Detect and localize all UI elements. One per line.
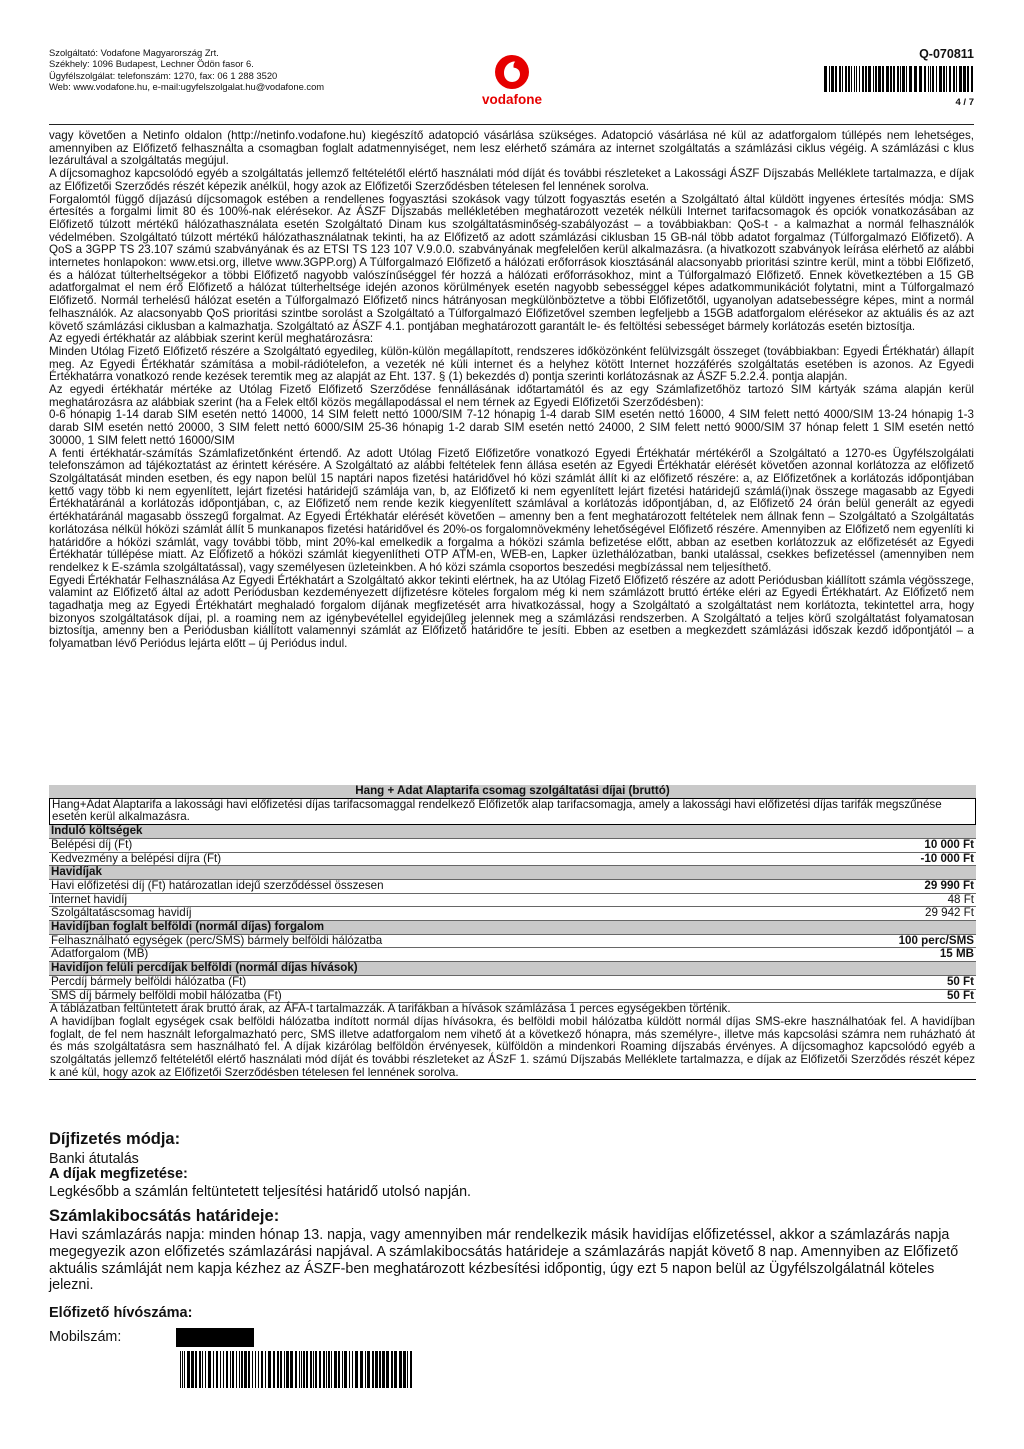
row-label: Adatforgalom (MB) (51, 947, 149, 961)
row-label: Percdíj bármely belföldi hálózatba (Ft) (51, 974, 247, 988)
barcode-bar (182, 1351, 183, 1388)
row-value: 15 MB (939, 947, 974, 961)
barcode-bar (862, 66, 864, 92)
tariff-table (49, 785, 976, 1080)
barcode-bar (236, 1351, 237, 1388)
barcode-bar (956, 66, 957, 92)
row-value: 50 Ft (946, 988, 974, 1002)
barcode-bar (195, 1351, 197, 1388)
barcode-bar (265, 1351, 266, 1388)
paragraph: vagy követően a Netinfo oldalon (http://netinfo.vodafone.hu) kiegészítő adatopció vásárlása szükséges. Adatopció vásárlása né kül az adatforgalom túllépés nem lehetséges, amennyiben az Előfizető felhasználta a csomagban foglalt adatmennyiséget, nem lesz elérhető számára az internet szolgáltatás a számlázási ciklus végéig. A számlázási c klus lezárultával a szolgáltatás megújul. (49, 129, 974, 168)
page-number: 4 / 7 (955, 97, 974, 108)
table-row (49, 990, 976, 1004)
barcode-bar (902, 66, 905, 92)
barcode-bar (928, 66, 929, 92)
barcode-bar (386, 1351, 389, 1388)
barcode-bar (326, 1351, 327, 1388)
table-section-heading: Induló költségek (49, 825, 976, 839)
document-meta (824, 47, 974, 108)
barcode-bar (875, 66, 877, 92)
barcode-bar (930, 66, 931, 92)
vodafone-speechmark-icon (495, 55, 529, 89)
barcode-bar (301, 1351, 302, 1388)
barcode-bar (226, 1351, 228, 1388)
payment-method-heading: Díjfizetés módja: (49, 1130, 181, 1148)
barcode-bar (868, 66, 871, 92)
barcode-bar (939, 66, 942, 92)
barcode-bar (909, 66, 912, 92)
row-value: 29 942 Ft (925, 906, 974, 920)
row-value: 10 000 Ft (924, 837, 974, 851)
billing-deadline-heading: Számlakibocsátás határideje: (49, 1207, 280, 1225)
row-label: Belépési díj (Ft) (51, 837, 133, 851)
barcode-bar (252, 1351, 253, 1388)
row-label: Internet havidíj (51, 892, 128, 906)
barcode-bar (856, 66, 857, 92)
barcode-bar (184, 1351, 185, 1388)
barcode-bar (284, 1351, 285, 1388)
note: A havidíjban foglalt egységek csak belföldi hálózatba indított normál díjas hívásokra, és belföldi mobil hálózatba küldött normál díjas SMS-ekre használhatóak fel. A havidíjban foglalt, de fel nem használt leforgalmazható perc, SMS illetve adatforgalom nem vihető át a következő hónapra, más személyre-, illetve más kapcsolási számra nem ruházható át és más szolgáltatásra sem használható fel. A díjak kizárólag belföldön érvényesek, külföldön a mindenkori Roaming díjszabás érvényes. A díjcsomaghoz kapcsolódó egyéb a szolgáltatás jellemző feltételétől elértő használati mód díját és további részleteket az ÁSzF 1. számú Díjszabás Melléklete tartalmazza, e díjak az Előfizetői Szerződés részét képez k ané kül, hogy azok az Előfizetői Szerződésben tételesen fel lennének sorolva. (50, 1014, 975, 1079)
barcode-bar (295, 1351, 297, 1388)
barcode-bar (299, 1351, 300, 1388)
provider-line: Ügyfélszolgálat: telefonszám: 1270, fax: 06 1 288 3520 (49, 69, 278, 81)
barcode-bar (845, 66, 847, 92)
provider-line: Szolgáltató: Vodafone Magyarország Zrt. (49, 47, 219, 58)
barcode-bar (878, 66, 881, 92)
barcode-bar (882, 66, 884, 92)
row-value: -10 000 Ft (920, 851, 974, 865)
row-label: Felhasználható egységek (perc/SMS) bármely belföldi hálózatba (51, 933, 383, 947)
row-value: 48 Ft (947, 892, 974, 906)
barcode-bar (334, 1351, 337, 1388)
barcode-bar (865, 66, 867, 92)
barcode-bar (280, 1351, 282, 1388)
table-row (49, 907, 976, 921)
barcode-bar (286, 1351, 289, 1388)
barcode-bar (258, 1351, 259, 1388)
table-row (49, 880, 976, 894)
barcode-bar (953, 66, 955, 92)
barcode-bottom (180, 1351, 413, 1388)
barcode-bar (372, 1351, 374, 1388)
barcode-bar (313, 1351, 314, 1388)
barcode-bar (839, 66, 841, 92)
barcode-top (824, 66, 974, 92)
logo-text: vodafone (481, 92, 543, 107)
barcode-bar (365, 1351, 366, 1388)
tariff-description: Hang+Adat Alaptarifa a lakossági havi előfizetési díjas tarifacsomaggal rendelkező Előfizetők alap tarifacsomagja, amely a lakossági havi előfizetési díjas tarifák megszűnése esetén kerül alkalmazásra. (49, 799, 976, 825)
barcode-bar (261, 1351, 263, 1388)
paragraph: A fenti értékhatár-számítás Számlafizetőnként értendő. Az adott Utólag Fizető Előfizetőre vonatkozó Egyedi Értékhatár mértékéről a Szolgáltató a 1270-es Ügyfélszolgálati telefonszámon ad tájékoztatást az érintett kérésére. A Szolgáltató az alábbi feltételek fenn állása esetén az Egyedi Értékhatár elérését követően azonnal korlátozza az előfizető Szolgáltatását minden esetben, és egy napon belül 15 naptári napos fizetési határidővel hó közi számlát állít ki az előfizető részére: a, az Előfizetőnek a korlátozás időpontjában kettő vagy több ki nem egyenlített, lejárt fizetési határidejű számlája van, b, az Előfizető ki nem egyenlített lejárt fizetési határidejű számlá(i)nak összege magasabb az Egyedi Értékhatáránál a korlátozás időpontjában, c, az Előfizető nem rende kezik kiegyenlített számlával a korlátozás időpontjában, d, az Előfizető 24 órán belül generált az egyedi értékhatáránál magasabb összegű forgalmat. Az Egyedi Értékhatár elérését követően – amenny ben a fent meghatározott feltételek nem állnak fenn – Szolgáltató a Szolgáltatás korlátozása nélkül hóközi számlát állít 5 munkanapos fizetési határidővel és 20%-os forgalomnövekmény lehetőségével Előfizető részére. Amennyiben az Előfizető nem egyenlíti ki határidőre a hóközi számlát, vagy további több, mint 20%-kal emelkedik a forgalma a hóközi számla befizetése előtt, abban az esetben korlátozzuk az előfizetését az Egyedi Értékhatár túllépése miatt. Az Előfizető a hóközi számlát kiegyenlítheti OTP ATM-en, WEB-en, Lapker üzlethálózatban, banki utalással, csekkes befizetéssel (amennyiben nem rendelkez k E-számla szolgáltatással), vagy személyesen üzleteinkben. A hó közi számla csoportos beszedési megbízással nem teljesíthető. (49, 446, 974, 574)
barcode-bar (223, 1351, 224, 1388)
paragraph: Az egyedi értékhatár mértéke az Utólag Fizető Előfizető Szerződése fennállásának időtartamától és az egy Számlafizetőhöz tartozó SIM kártyák száma alapján kerül meghatározásra az alábbiak szerint (ha a Felek eltől közös megállapodással el nem térnek az Egyedi Előfizetői Szerződésben): (49, 383, 974, 409)
barcode-bar (306, 1351, 308, 1388)
barcode-bar (835, 66, 837, 92)
barcode-bar (268, 1351, 271, 1388)
provider-line: Székhely: 1096 Budapest, Lechner Ödön fasor 6. (49, 58, 254, 70)
barcode-bar (230, 1351, 231, 1388)
table-section-heading: Havidíjak (49, 866, 976, 880)
barcode-bar (963, 66, 966, 92)
barcode-bar (244, 1351, 247, 1388)
subscriber-number-heading: Előfizető hívószáma: (49, 1305, 193, 1321)
barcode-bar (355, 1351, 358, 1388)
row-label: Szolgáltatáscsomag havidíj (51, 906, 192, 920)
row-label: SMS díj bármely belföldi mobil hálózatba (Ft) (51, 988, 282, 1002)
barcode-bar (403, 1351, 406, 1388)
barcode-bar (893, 66, 895, 92)
mobile-number-label: Mobilszám: (49, 1329, 122, 1345)
barcode-bar (959, 66, 962, 92)
table-row (49, 976, 976, 990)
barcode-bar (842, 66, 843, 92)
barcode-bar (971, 66, 973, 92)
barcode-bar (824, 66, 827, 92)
barcode-bar (273, 1351, 275, 1388)
table-row (49, 948, 976, 962)
barcode-bar (914, 66, 917, 92)
table-row (49, 853, 976, 867)
barcode-bar (232, 1351, 234, 1388)
table-row (49, 935, 976, 949)
barcode-bar (851, 66, 852, 92)
redacted-mobile-number (176, 1328, 254, 1347)
terms-text (49, 130, 974, 651)
barcode-bar (906, 66, 907, 92)
barcode-bar (208, 1351, 211, 1388)
barcode-bar (349, 1351, 350, 1388)
barcode-bar (831, 66, 834, 92)
barcode-bar (303, 1351, 305, 1388)
barcode-bar (829, 66, 830, 92)
row-value: 50 Ft (946, 974, 974, 988)
barcode-bar (848, 66, 850, 92)
tariff-table-title: Hang + Adat Alaptarifa csomag szolgáltatási díjai (bruttó) (49, 785, 976, 799)
paragraph: Az egyedi értékhatár az alábbiak szerint kerül meghatározásra: (49, 332, 374, 346)
barcode-bar (248, 1351, 250, 1388)
barcode-bar (924, 66, 926, 92)
payment-due-heading: A díjak megfizetése: (49, 1166, 188, 1182)
barcode-bar (967, 66, 969, 92)
barcode-bar (187, 1351, 190, 1388)
barcode-bar (328, 1351, 330, 1388)
barcode-bar (319, 1351, 321, 1388)
table-section-heading: Havidíjban foglalt belföldi (normál díjas) forgalom (49, 921, 976, 935)
row-label: Havi előfizetési díj (Ft) határozatlan idejű szerződéssel összesen (51, 878, 384, 892)
row-label: Kedvezmény a belépési díjra (Ft) (51, 851, 222, 865)
row-value: 100 perc/SMS (898, 933, 974, 947)
paragraph: A díjcsomaghoz kapcsolódó egyéb a szolgáltatás jellemző feltételétől elértő használati mód díját és további részleteket a Lakossági ÁSZF Díjszabás Melléklete tartalmazza, e díjak az Előfizetői Szerződés részét képezik anélkül, hogy azok az Előfizetői Szerződésben tételesen fel lennének sorolva. (49, 167, 974, 193)
provider-line: Web: www.vodafone.hu, e-mail:ugyfelszolgalat.hu@vodafone.com (49, 80, 325, 92)
barcode-bar (241, 1351, 243, 1388)
note: A táblázatban feltüntetett árak bruttó árak, az ÁFA-t tartalmazzák. A tarifákban a hívások számlázása 1 perces egységekben történik. (50, 1002, 731, 1016)
paragraph: Minden Utólag Fizető Előfizető részére a Szolgáltató egyedileg, külön-külön megállapított, rendszeres időközönként felülvizsgált összeget (továbbiakban: Egyedi Értékhatár) állapít meg. Az Egyedi Értékhatár számítása a mobil-rádiótelefon, a vezeték né küli internet és a helyhez kötött Internet hozzáférés szolgáltatás esetében is azonos. Az Egyedi Értékhatárra vonatkozó rende kezések teremtik meg az alapját az Eht. 137. § (1) bekezdés d) pontja szerinti korlátozásnak az ÁSZF 5.2.2.4. pontja alapján. (49, 344, 974, 384)
barcode-bar (199, 1351, 201, 1388)
barcode-bar (932, 66, 934, 92)
barcode-bar (290, 1351, 293, 1388)
barcode-bar (342, 1351, 343, 1388)
barcode-bar (315, 1351, 317, 1388)
barcode-bar (936, 66, 937, 92)
tariff-notes (49, 1003, 976, 1079)
barcode-bar (213, 1351, 214, 1388)
row-value: 29 990 Ft (924, 878, 974, 892)
billing-deadline-text: Havi számlazárás napja: minden hónap 13. napja, vagy amennyiben már rendelkezik másik havidíjas előfizetéssel, akkor a számlazárás napja megegyezik azon előfizetés számlazárási napjával. A számlakibocsátás határideje a számlazárás napját követő 8 nap. Amennyiben az Előfizető aktuális számláját nem kapja kézhez az ÁSZF-ben meghatározott kézbesítési időpontig, úgy ezt 5 napon belül az Ügyfélszolgálatnál köteles jelezni. (49, 1227, 959, 1294)
barcode-bar (890, 66, 892, 92)
barcode-bar (859, 66, 860, 92)
barcode-bar (191, 1351, 194, 1388)
table-row (49, 894, 976, 908)
barcode-bar (202, 1351, 203, 1388)
barcode-bar (360, 1351, 363, 1388)
paragraph: Egyedi Értékhatár Felhasználása Az Egyedi Értékhatárt a Szolgáltató akkor tekinti elértnek, ha az Utólag Fizető Előfizető részére az adott Periódusban kiállított számla végösszege, valamint az Előfizető által az adott Periódusban kezdeményezett díjfizetésre köteles forgalom még ki nem számlázott bruttó értéke eléri az Egyedi Értékhatárt. Az Előfizető nem tagadhatja meg az Egyedi Értékhatárt meghaladó forgalom díjának megfizetését arra hivatkozással, hogy a Szolgáltató a szolgáltatást nem korlátozta, tekintettel arra, hogy bizonyos szolgáltatások díjai, pl. a roaming nem az igénybevétellel egyidejűleg jelennek meg a számlázási rendszerben. A Szolgáltató a teljes körű szolgáltatást folyamatosan biztosítja, amenny ben a Periódusban kiállított valamennyi számlát az Előfizető határidőre te jesíti. Ebben az esetben a megkezdett számlázási időszak kezdő időpontjától – a folyamatban lévő Periódus lejárta előtt – új Periódus indul. (49, 573, 974, 651)
barcode-bar (239, 1351, 240, 1388)
barcode-bar (205, 1351, 206, 1388)
barcode-bar (949, 66, 951, 92)
table-section-heading: Havidíjon felüli percdíjak belföldi (normál díjas hívások) (49, 962, 976, 976)
barcode-bar (180, 1351, 181, 1388)
paragraph: 0-6 hónapig 1-14 darab SIM esetén nettó 14000, 14 SIM felett nettó 1000/SIM 7-12 hónapig 1-4 darab SIM esetén nettó 16000, 4 SIM felett nettó 4000/SIM 13-24 hónapig 1-3 darab SIM esetén nettó 20000, 3 SIM felett nettó 6000/SIM 25-36 hónapig 1-2 darab SIM esetén nettó 24000, 2 SIM felett nettó 9000/SIM 37 hónap felett 1 SIM esetén nettó 30000, 1 SIM felett nettó 16000/SIM (49, 408, 974, 447)
payment-due-text: Legkésőbb a számlán feltüntetett teljesítési határidő utolsó napján. (49, 1184, 472, 1200)
barcode-bar (410, 1351, 412, 1388)
barcode-bar (310, 1351, 312, 1388)
barcode-bar (375, 1351, 378, 1388)
barcode-bar (323, 1351, 325, 1388)
barcode-bar (255, 1351, 256, 1388)
vodafone-logo (477, 53, 547, 109)
barcode-bar (338, 1351, 340, 1388)
table-bottom-rule (49, 1079, 976, 1080)
barcode-bar (379, 1351, 381, 1388)
barcode-bar (943, 66, 945, 92)
header-divider (49, 124, 974, 125)
barcode-bar (382, 1351, 385, 1388)
barcode-bar (391, 1351, 393, 1388)
barcode-bar (873, 66, 874, 92)
barcode-bar (352, 1351, 353, 1388)
payment-method: Banki átutalás (49, 1151, 139, 1167)
barcode-bar (399, 1351, 402, 1388)
barcode-bar (331, 1351, 332, 1388)
barcode-bar (367, 1351, 370, 1388)
barcode-bar (919, 66, 922, 92)
barcode-bar (407, 1351, 408, 1388)
barcode-bar (886, 66, 889, 92)
barcode-bar (394, 1351, 397, 1388)
barcode-bar (854, 66, 855, 92)
document-id: Q-070811 (919, 47, 974, 61)
barcode-bar (946, 66, 947, 92)
barcode-bar (900, 66, 901, 92)
table-row (49, 839, 976, 853)
provider-info (49, 47, 324, 92)
barcode-bar (344, 1351, 347, 1388)
paragraph: Forgalomtól függő díjazású díjcsomagok estében a rendellenes fogyasztási szokások vagy túlzott fogyasztás esetén a Szolgáltató által küldött ingyenes értesítés módja: SMS értesítés a forgalmi limit 80 és 100%-nak elérésekor. Az ÁSZF Díjszabás mellékletében meghatározott vezeték nélküli Internet tarifacsomagok és opciók vonatkozásában az Előfizető túlzott mértékű hálózathasználata esetén Szolgáltató Dinam kus szolgáltatásminőség-szabályozást – a továbbiakban: QoS-t - a kalmazhat a normál felhasználók védelmében. Szolgáltató túlzott mértékű hálózathasználatnak tekinti, ha az Előfizető az adott számlázási ciklusban 15 GB-nál több adatot forgalmaz (Túlforgalmazó Előfizető). A QoS a 3GPP TS 23.107 számú szabványának és az ETSI TS 123 107 V.9.0.0. szabványának megfelelően kerül alkalmazásra. (a hivatkozott szabványok leírása elérhető az alábbi internetes honlapokon: www.etsi.org, illetve www.3GPP.org) A Túlforgalmazó Előfizető a hálózati erőforrások kiosztásánál alacsonyabb prioritási szintre kerül, mint a többi Előfizető, és a hálózat túlterheltségekor a többi Előfizető nagyobb valószínűséggel fér hozzá a hálózati erőforrásokhoz, mint a Túlforgalmazó Előfizető. Ennek következtében a 15 GB adatforgalmat el nem érő Előfizető a hálózat túlterheltsége idején azonos körülmények esetén nagyobb sebességgel képes adatkommunikációt folytatni, mint a Túlforgalmazó Előfizető. Normál terhelésű hálózat esetén a Túlforgalmazó Előfizető nincs hátrányosan megkülönböztetve a többi Előfizetőtől, ugyanolyan adatsebességre képes, mint a normál felhasználók. Az alacsonyabb QoS prioritási szintbe sorolást a Szolgáltató a Túlforgalmazó Előfizetővel szemben legfeljebb a 15GB adatforgalom elérésekor az aktuális és az azt követő számlázási ciklusban a kalmazhatja. Szolgáltató az ÁSZF 4.1. pontjában meghatározott garantált le- és feltöltési sebességet bármely korlátozás esetén biztosítja. (49, 192, 974, 333)
barcode-bar (220, 1351, 221, 1388)
barcode-bar (897, 66, 899, 92)
barcode-bar (277, 1351, 279, 1388)
barcode-bar (216, 1351, 218, 1388)
